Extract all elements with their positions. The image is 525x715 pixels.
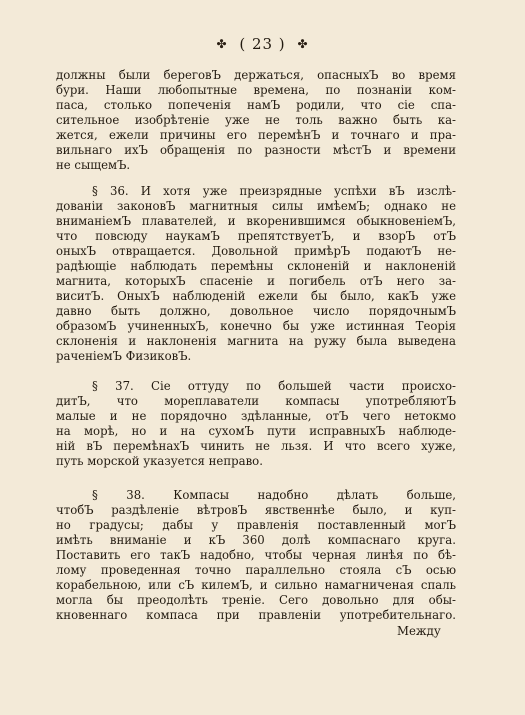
text-line: должны были береговЪ держаться, опасныхЪ во время xyxy=(56,68,456,82)
text-line: образомЪ учиненныхЪ, конечно бы уже истинная Теорія xyxy=(56,319,456,333)
page-header xyxy=(0,34,525,53)
text-line: жется, ежели причины его перемѣнЪ и точнаго и пра- xyxy=(56,128,456,142)
text-line: § 37. Сіе оттуду по большей части происхо- xyxy=(92,379,456,393)
text-line: лому проведенная точно параллельно стояла сЪ осью xyxy=(56,563,456,577)
text-line: но градусы; дабы у правленія поставленный могЪ xyxy=(56,518,456,532)
text-line: склоненія и наклоненія магнита на ружу была выведена xyxy=(56,334,456,348)
text-line: чтобЪ раздѣленіе вѣтровЪ явственнѣе было, и куп- xyxy=(56,503,456,517)
text-line: могла бы преодолѣть треніе. Сего довольно для обы- xyxy=(56,593,456,607)
ornament-right-icon: ✤ xyxy=(297,37,309,51)
text-line: раченіемЪ ФизиковЪ. xyxy=(56,349,192,363)
text-line: давно быть должно, довольное число порядочнымЪ xyxy=(56,304,456,318)
text-line: малые и не порядочно здѣланные, отЪ чего нетокмо xyxy=(56,409,456,423)
text-line: ній вЪ перемѣнахЪ чинить не льзя. И что всего хуже, xyxy=(56,439,456,453)
text-line: § 38. Компасы надобно дѣлать больше, xyxy=(92,488,456,502)
text-line: бури. Наши любопытные времена, по познаніи ком- xyxy=(56,83,456,97)
text-line: вниманіемЪ плавателей, и вкоренившимся обыкновеніемЪ, xyxy=(56,214,456,228)
text-line: на морѣ, но и на сухомЪ пути исправныхЪ наблюде- xyxy=(56,424,456,438)
text-line: что повсюду наукамЪ препятствуетЪ, и взорЪ отЪ xyxy=(56,229,456,243)
text-line: кновеннаго компаса при правленіи употребительнаго. xyxy=(56,608,456,622)
ornament-left-icon: ✤ xyxy=(216,37,228,51)
page-number: ( 23 ) xyxy=(239,35,286,53)
text-line: виситЪ. ОныхЪ наблюденій ежели бы было, какЪ уже xyxy=(56,289,456,303)
text-line: дованіи законовЪ магнитныя силы имѣемЪ; однако не xyxy=(56,199,456,213)
text-line: § 36. И хотя уже преизрядные успѣхи вЪ изслѣ- xyxy=(92,184,456,198)
text-line: имѣть вниманіе и кЪ 360 долѣ компаснаго круга. xyxy=(56,533,456,547)
text-line: радѣющіе наблюдать перемѣны склоненій и наклоненій xyxy=(56,259,456,273)
text-line: вильнаго ихЪ обращенія по разности мѣстЪ и времени xyxy=(56,143,456,157)
text-line: магнита, которыхЪ спасеніе и погибель отЪ него за- xyxy=(56,274,456,288)
text-line: Поставить его такЪ надобно, чтобы черная линѣя по бѣ- xyxy=(56,548,456,562)
catchword: Между xyxy=(397,624,441,638)
text-line: дитЪ, что мореплаватели компасы употребляютЪ xyxy=(56,394,456,408)
text-line: не сыщемЪ. xyxy=(56,158,131,172)
text-line: оныхЪ отвращается. Довольной примѣрЪ подаютЪ не- xyxy=(56,244,456,258)
text-line: паса, столько попеченія намЪ родили, что сіе спа- xyxy=(56,98,456,112)
text-line: сительное изобрѣтеніе уже не толь важно быть ка- xyxy=(56,113,456,127)
text-line: путь морской указуется неправо. xyxy=(56,454,263,468)
text-line: корабельною, или сЪ килемЪ, и сильно намагниченая спаль xyxy=(56,578,456,592)
